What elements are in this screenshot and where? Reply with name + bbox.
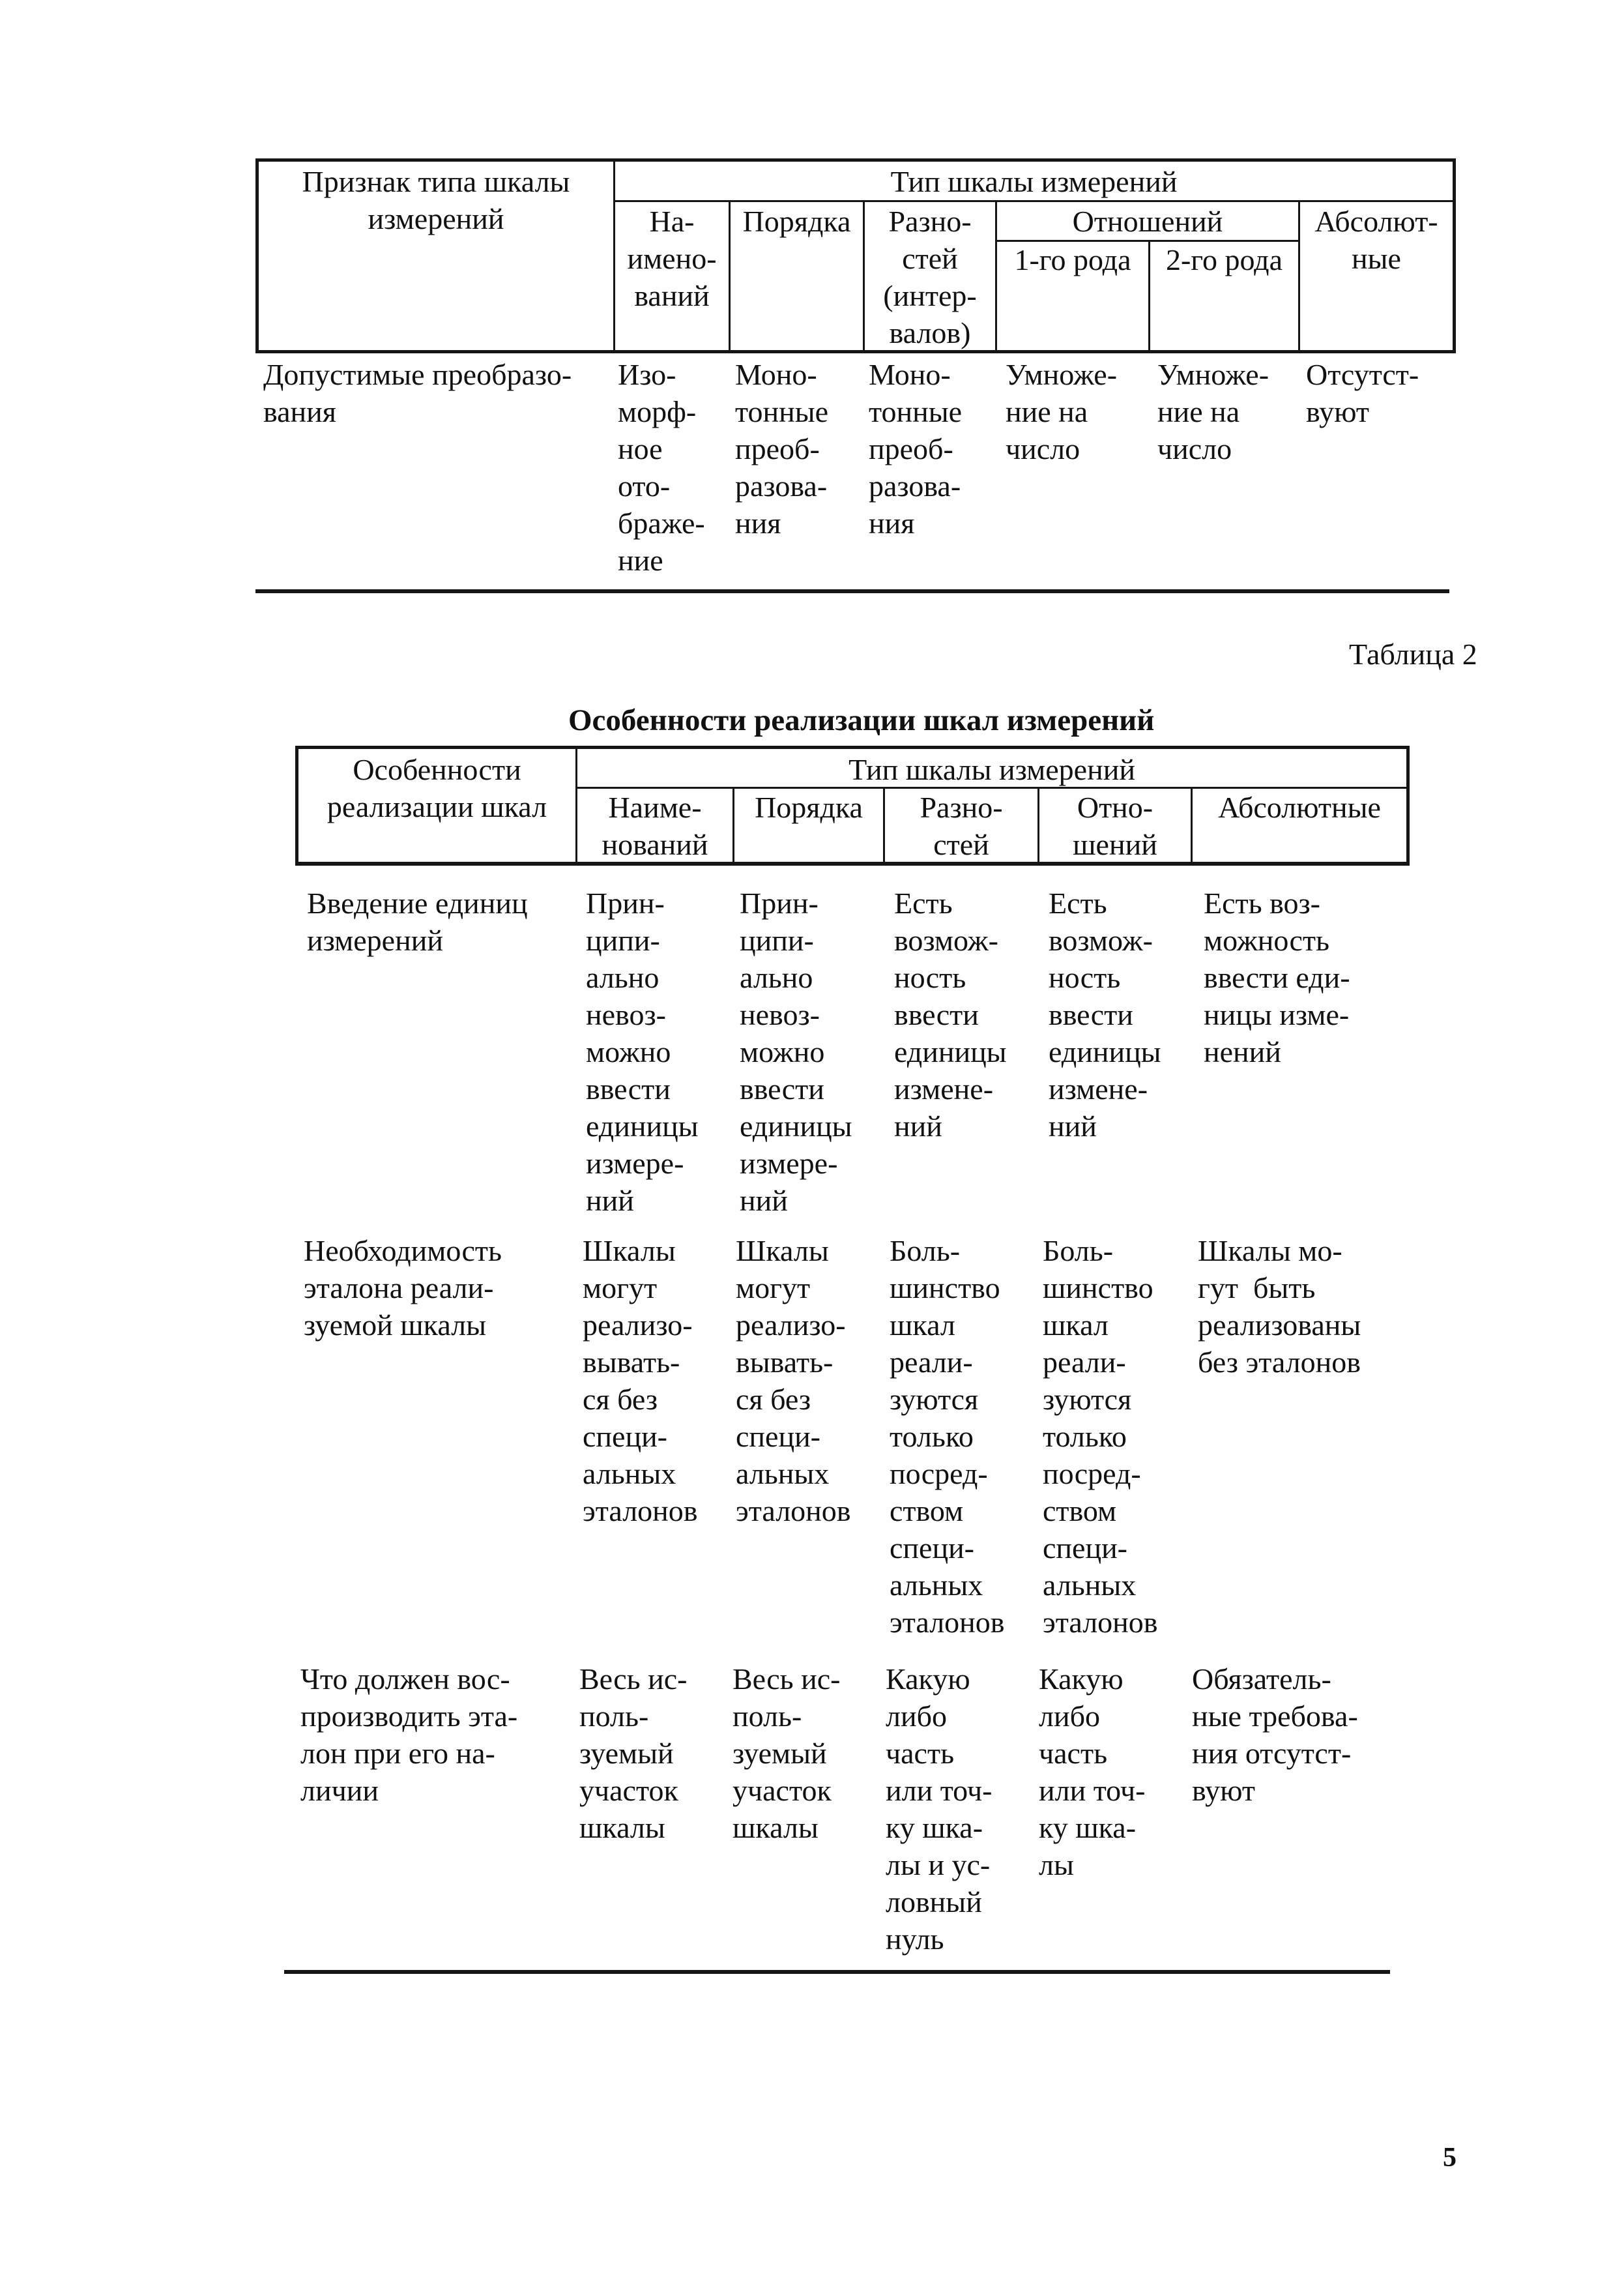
cell-naming: Весь ис- поль- зуемый участок шкалы bbox=[579, 1662, 688, 1844]
cell-naming: Шкалы могут реализо- вывать- ся без специ- альных эталонов bbox=[583, 1234, 698, 1527]
table1-row-naming: Изо- морф- ное ото- браже- ние bbox=[618, 358, 705, 577]
table1-ratio1-header: 1-го рода bbox=[1014, 243, 1131, 276]
cell-ratio: Какую либо часть или точ- ку шка- лы bbox=[1039, 1662, 1146, 1881]
table1-naming-header: На- имено- ваний bbox=[627, 205, 717, 312]
table1-row-ratio2: Умноже- ние на число bbox=[1157, 358, 1269, 465]
table1-scale-type-header: Тип шкалы измерений bbox=[890, 165, 1178, 198]
table1-feature-header: Признак типа шкалы измерений bbox=[302, 165, 570, 235]
table1-ratio2-header: 2-го рода bbox=[1165, 243, 1283, 276]
cell-interval: Есть возмож- ность ввести единицы измене- ний bbox=[894, 887, 1007, 1143]
table1-row-order: Моно- тонные преоб- разова- ния bbox=[735, 358, 829, 540]
table-title: Особенности реализации шкал измерений bbox=[568, 703, 1155, 737]
table1-row-label: Допустимые преобразо- вания bbox=[263, 358, 572, 428]
cell-absolute: Шкалы мо- гут быть реализованы без эталонов bbox=[1198, 1234, 1361, 1379]
cell-absolute: Обязатель- ные требова- ния отсутст- вуют bbox=[1192, 1662, 1358, 1807]
table2-scale-type-header: Тип шкалы измерений bbox=[848, 753, 1135, 786]
table2-ratio-header: Отно- шений bbox=[1073, 791, 1157, 861]
table2-feature-header: Особенности реализации шкал bbox=[326, 753, 547, 823]
table1-row-interval: Моно- тонные преоб- разова- ния bbox=[869, 358, 963, 540]
table2-interval-header: Разно- стей bbox=[920, 791, 1003, 861]
cell-absolute: Есть воз- можность ввести еди- ницы изме- нений bbox=[1204, 887, 1350, 1068]
table2-naming-header: Наиме- нований bbox=[602, 791, 708, 861]
table1-order-header: Порядка bbox=[742, 205, 851, 238]
table1-row-ratio1: Умноже- ние на число bbox=[1006, 358, 1118, 465]
table1-row-absolute: Отсутст- вуют bbox=[1306, 358, 1419, 428]
table1-ratio-header: Отношений bbox=[1072, 205, 1223, 238]
row-label: Необходимость эталона реали- зуемой шкалы bbox=[304, 1234, 502, 1342]
cell-order: Прин- ципи- ально невоз- можно ввести единицы измере- ний bbox=[740, 887, 852, 1217]
table2-absolute-header: Абсолютные bbox=[1218, 791, 1381, 824]
cell-ratio: Есть возмож- ность ввести единицы измене- ний bbox=[1049, 887, 1161, 1143]
row-label: Введение единиц измерений bbox=[307, 887, 528, 957]
table1-absolute-header: Абсолют- ные bbox=[1314, 205, 1438, 275]
row-label: Что должен вос- производить эта- лон при его на- личии bbox=[300, 1662, 518, 1807]
table1-interval-header: Разно- стей (интер- валов) bbox=[883, 205, 977, 349]
table2-order-header: Порядка bbox=[755, 791, 863, 824]
cell-interval: Боль- шинство шкал реали- зуются только посред- ством специ- альных эталонов bbox=[890, 1234, 1005, 1639]
table-caption: Таблица 2 bbox=[1349, 638, 1477, 671]
page-number: 5 bbox=[1443, 2143, 1457, 2173]
cell-order: Весь ис- поль- зуемый участок шкалы bbox=[732, 1662, 841, 1844]
cell-ratio: Боль- шинство шкал реали- зуются только посред- ством специ- альных эталонов bbox=[1043, 1234, 1158, 1639]
cell-interval: Какую либо часть или точ- ку шка- лы и ус- ловный нуль bbox=[886, 1662, 993, 1956]
cell-naming: Прин- ципи- ально невоз- можно ввести единицы измере- ний bbox=[586, 887, 699, 1217]
cell-order: Шкалы могут реализо- вывать- ся без специ- альных эталонов bbox=[736, 1234, 851, 1527]
